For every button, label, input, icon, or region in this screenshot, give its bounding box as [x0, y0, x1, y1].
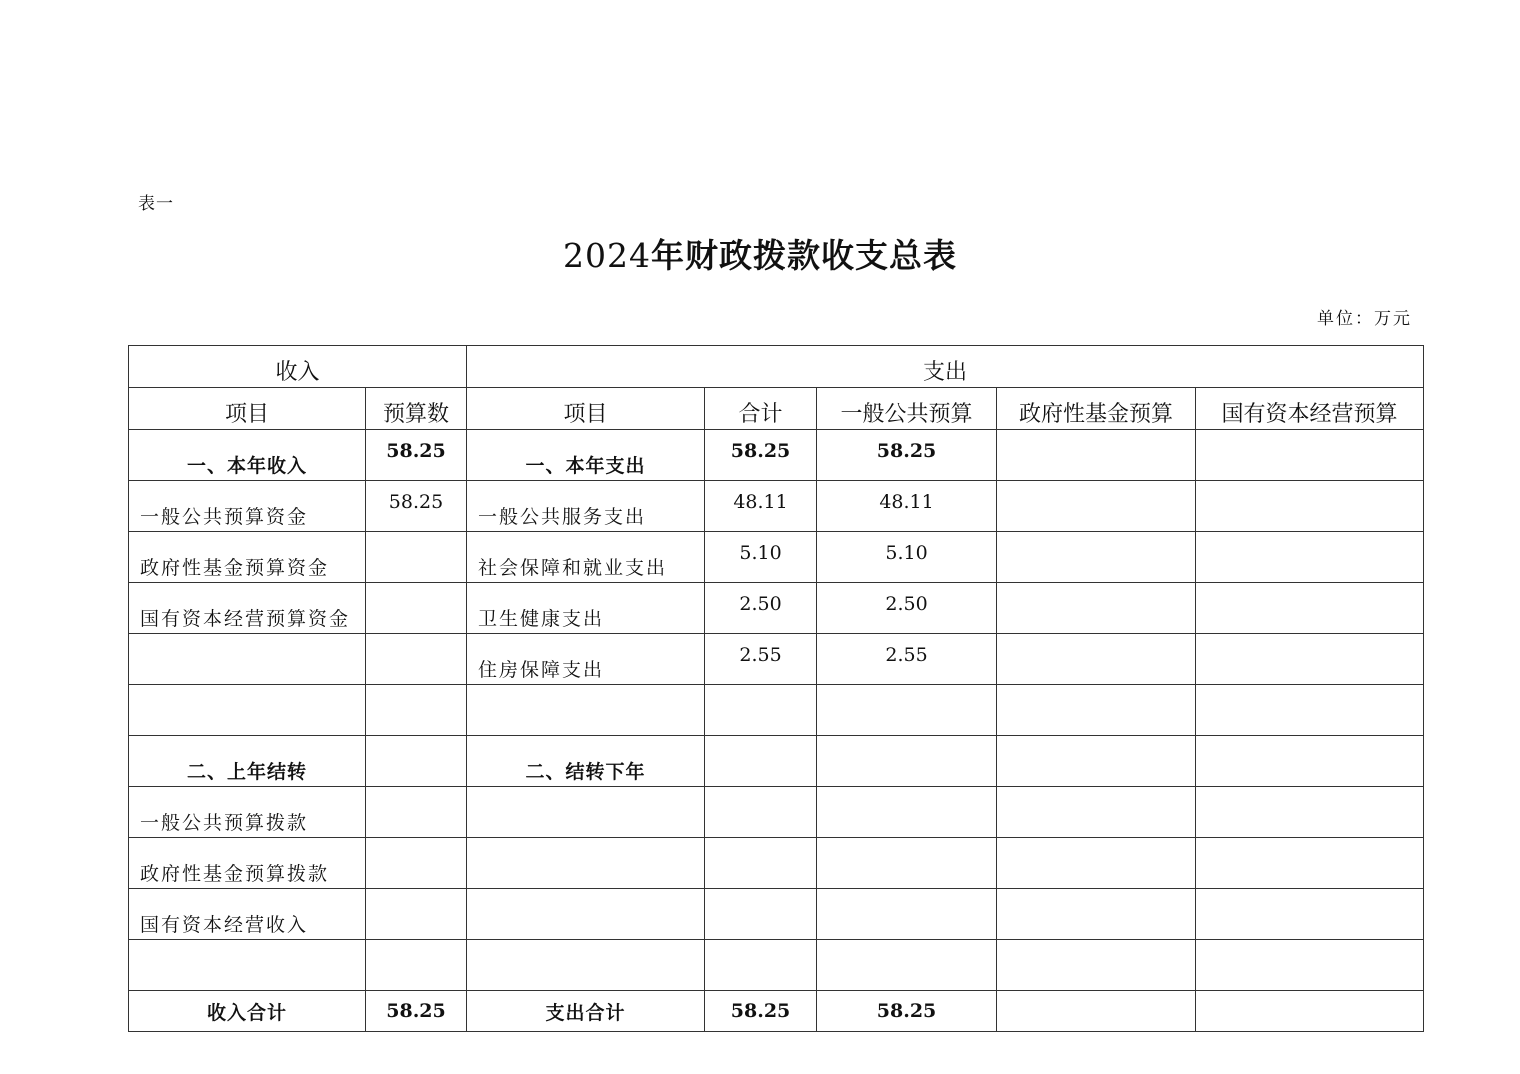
- general-budget-cell: [817, 685, 997, 736]
- general-budget-cell: 2.55: [817, 634, 997, 685]
- expense-item-cell: [467, 889, 705, 940]
- expense-total-label: 支出合计: [467, 991, 705, 1032]
- gov-fund-cell: [997, 685, 1196, 736]
- col-header-budget: 预算数: [366, 388, 467, 430]
- state-capital-cell: [1196, 940, 1424, 991]
- table-row: [129, 685, 1424, 736]
- income-item-cell: 一般公共预算拨款: [129, 787, 366, 838]
- gov-fund-total-value: [997, 991, 1196, 1032]
- income-budget-cell: [366, 634, 467, 685]
- expense-item-cell: [467, 940, 705, 991]
- general-budget-cell: [817, 787, 997, 838]
- general-budget-cell: [817, 736, 997, 787]
- gov-fund-cell: [997, 634, 1196, 685]
- income-item-cell: [129, 685, 366, 736]
- col-header-total: 合计: [705, 388, 817, 430]
- table-row: [129, 838, 1424, 889]
- income-budget-cell: [366, 889, 467, 940]
- income-budget-cell: [366, 736, 467, 787]
- income-item-cell: [129, 940, 366, 991]
- table-row: [129, 481, 1424, 532]
- col-header-gov-fund-budget: 政府性基金预算: [997, 388, 1196, 430]
- gov-fund-cell: [997, 787, 1196, 838]
- gov-fund-cell: [997, 736, 1196, 787]
- state-capital-cell: [1196, 634, 1424, 685]
- expense-item-cell: [467, 685, 705, 736]
- table-row: [129, 940, 1424, 991]
- general-budget-cell: 5.10: [817, 532, 997, 583]
- col-header-income-item: 项目: [129, 388, 366, 430]
- income-budget-cell: [366, 685, 467, 736]
- page-title: [0, 230, 1520, 277]
- expense-total-cell: [705, 838, 817, 889]
- expense-item-cell: [467, 838, 705, 889]
- gov-fund-cell: [997, 838, 1196, 889]
- income-budget-cell: [366, 583, 467, 634]
- expense-total-cell: 5.10: [705, 532, 817, 583]
- income-budget-cell: [366, 838, 467, 889]
- income-item-cell: [129, 634, 366, 685]
- income-item-cell: 国有资本经营收入: [129, 889, 366, 940]
- expense-item-cell: 社会保障和就业支出: [467, 532, 705, 583]
- expense-total-cell: 2.55: [705, 634, 817, 685]
- totals-row: [129, 991, 1424, 1032]
- expense-total-cell: [705, 685, 817, 736]
- expense-total-cell: [705, 787, 817, 838]
- table-row: [129, 532, 1424, 583]
- expense-total-cell: [705, 736, 817, 787]
- state-capital-cell: [1196, 838, 1424, 889]
- income-item-cell: 二、上年结转: [129, 736, 366, 787]
- expense-total-cell: [705, 889, 817, 940]
- income-item-cell: 一、本年收入: [129, 430, 366, 481]
- gov-fund-cell: [997, 481, 1196, 532]
- state-capital-cell: [1196, 430, 1424, 481]
- header-row-groups: [129, 346, 1424, 388]
- general-budget-cell: [817, 940, 997, 991]
- table-row: [129, 736, 1424, 787]
- gov-fund-cell: [997, 532, 1196, 583]
- col-header-expense-item: 项目: [467, 388, 705, 430]
- expense-header: 支出: [467, 346, 1424, 388]
- general-budget-cell: [817, 889, 997, 940]
- expense-total-cell: [705, 940, 817, 991]
- income-budget-cell: [366, 940, 467, 991]
- expense-item-cell: 卫生健康支出: [467, 583, 705, 634]
- col-header-general-budget: 一般公共预算: [817, 388, 997, 430]
- income-budget-cell: [366, 787, 467, 838]
- table-row: [129, 583, 1424, 634]
- title-text: 年财政拨款收支总表: [650, 236, 957, 275]
- income-item-cell: 政府性基金预算拨款: [129, 838, 366, 889]
- title-year: 2024: [563, 236, 651, 275]
- table-row: [129, 634, 1424, 685]
- header-row-columns: [129, 388, 1424, 430]
- col-header-state-capital-budget: 国有资本经营预算: [1196, 388, 1424, 430]
- table-label: 表一: [138, 194, 174, 214]
- state-capital-cell: [1196, 736, 1424, 787]
- expense-total-cell: 58.25: [705, 430, 817, 481]
- table-row: [129, 430, 1424, 481]
- expense-item-cell: 住房保障支出: [467, 634, 705, 685]
- state-capital-total-value: [1196, 991, 1424, 1032]
- gov-fund-cell: [997, 430, 1196, 481]
- state-capital-cell: [1196, 532, 1424, 583]
- state-capital-cell: [1196, 685, 1424, 736]
- income-total-value: 58.25: [366, 991, 467, 1032]
- state-capital-cell: [1196, 583, 1424, 634]
- income-budget-cell: 58.25: [366, 481, 467, 532]
- expense-total-value: 58.25: [705, 991, 817, 1032]
- table-row: [129, 889, 1424, 940]
- gov-fund-cell: [997, 940, 1196, 991]
- income-budget-cell: 58.25: [366, 430, 467, 481]
- state-capital-cell: [1196, 787, 1424, 838]
- income-total-label: 收入合计: [129, 991, 366, 1032]
- income-item-cell: 政府性基金预算资金: [129, 532, 366, 583]
- state-capital-cell: [1196, 889, 1424, 940]
- general-budget-cell: 58.25: [817, 430, 997, 481]
- table-row: [129, 787, 1424, 838]
- state-capital-cell: [1196, 481, 1424, 532]
- unit-label: 单位：万元: [1317, 309, 1412, 329]
- expense-item-cell: 一、本年支出: [467, 430, 705, 481]
- expense-total-cell: 48.11: [705, 481, 817, 532]
- expense-total-cell: 2.50: [705, 583, 817, 634]
- expense-item-cell: [467, 787, 705, 838]
- income-item-cell: 一般公共预算资金: [129, 481, 366, 532]
- expense-item-cell: 二、结转下年: [467, 736, 705, 787]
- general-budget-cell: 2.50: [817, 583, 997, 634]
- gov-fund-cell: [997, 583, 1196, 634]
- general-budget-total-value: 58.25: [817, 991, 997, 1032]
- budget-summary-table: [128, 345, 1424, 1032]
- general-budget-cell: [817, 838, 997, 889]
- income-budget-cell: [366, 532, 467, 583]
- general-budget-cell: 48.11: [817, 481, 997, 532]
- gov-fund-cell: [997, 889, 1196, 940]
- income-header: 收入: [129, 346, 467, 388]
- income-item-cell: 国有资本经营预算资金: [129, 583, 366, 634]
- expense-item-cell: 一般公共服务支出: [467, 481, 705, 532]
